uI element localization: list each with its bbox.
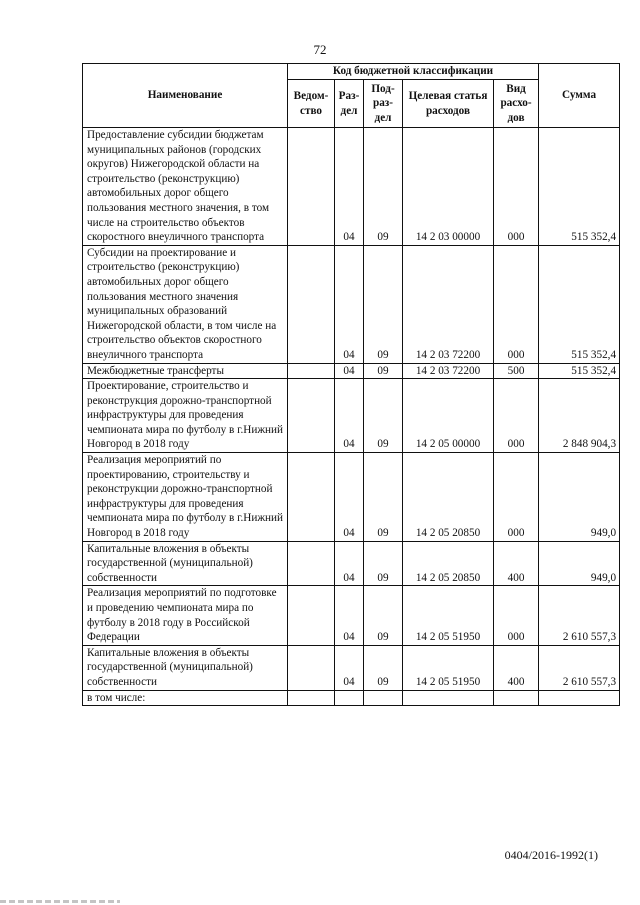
row-vid: 000 (494, 245, 539, 363)
row-vedomstvo (288, 541, 335, 586)
row-name: Проектирование, строительство и реконструкция дорожно-транспортной инфраструктуры для проведения чемпионата мира по футболу в г.Нижний Новгород в 2018 году (83, 379, 288, 453)
row-vedomstvo (288, 379, 335, 453)
table-row (83, 541, 620, 586)
row-razdel: 04 (335, 363, 364, 379)
header-razdel: Раз-дел (335, 80, 364, 128)
table-row (83, 363, 620, 379)
row-summa: 2 610 557,3 (539, 645, 620, 690)
row-podrazdel: 09 (364, 541, 403, 586)
row-vid (494, 690, 539, 706)
row-vedomstvo (288, 128, 335, 246)
document-code: 0404/2016-1992(1) (504, 848, 598, 862)
row-razdel: 04 (335, 128, 364, 246)
row-summa: 949,0 (539, 541, 620, 586)
header-vedomstvo: Ведом-ство (288, 80, 335, 128)
row-vid: 000 (494, 586, 539, 645)
row-name: Межбюджетные трансферты (83, 363, 288, 379)
row-celevaya: 14 2 05 51950 (403, 645, 494, 690)
header-celevaya: Целевая статья расходов (403, 80, 494, 128)
scan-artifact-mark (0, 900, 120, 903)
row-podrazdel: 09 (364, 245, 403, 363)
row-vid: 400 (494, 541, 539, 586)
header-vid: Вид расхо-дов (494, 80, 539, 128)
table-row (83, 690, 620, 706)
row-podrazdel: 09 (364, 379, 403, 453)
row-podrazdel: 09 (364, 645, 403, 690)
row-celevaya: 14 2 03 72200 (403, 245, 494, 363)
table-row (83, 245, 620, 363)
row-celevaya: 14 2 05 20850 (403, 541, 494, 586)
row-name: Реализация мероприятий по подготовке и проведению чемпионата мира по футболу в 2018 году в Российской Федерации (83, 586, 288, 645)
page-number: 72 (313, 42, 327, 57)
row-vedomstvo (288, 363, 335, 379)
row-vid: 000 (494, 128, 539, 246)
row-name: Капитальные вложения в объекты государственной (муниципальной) собственности (83, 541, 288, 586)
row-summa: 949,0 (539, 453, 620, 542)
row-razdel: 04 (335, 453, 364, 542)
row-podrazdel: 09 (364, 363, 403, 379)
row-name: Субсидии на проектирование и строительство (реконструкцию) автомобильных дорог общего пользования местного значения муниципальных образований Нижегородской области, в том числе на строительство объектов скоростного внеуличного транспорта (83, 245, 288, 363)
table-row (83, 645, 620, 690)
header-code-group: Код бюджетной классификации (288, 64, 539, 80)
header-podrazdel: Под-раз-дел (364, 80, 403, 128)
row-celevaya: 14 2 03 00000 (403, 128, 494, 246)
table-row (83, 453, 620, 542)
row-razdel (335, 690, 364, 706)
row-summa: 515 352,4 (539, 363, 620, 379)
row-celevaya: 14 2 05 51950 (403, 586, 494, 645)
table-row (83, 128, 620, 246)
row-name: Предоставление субсидии бюджетам муниципальных районов (городских округов) Нижегородской области на строительство (реконструкцию) автомобильных дорог общего пользования местного значения, в том числе на строительство объектов скоростного внеуличного транспорта (83, 128, 288, 246)
row-razdel: 04 (335, 245, 364, 363)
row-vid: 500 (494, 363, 539, 379)
row-name: Капитальные вложения в объекты государственной (муниципальной) собственности (83, 645, 288, 690)
row-summa: 515 352,4 (539, 128, 620, 246)
row-name: в том числе: (83, 690, 288, 706)
table-row (83, 586, 620, 645)
row-vedomstvo (288, 453, 335, 542)
row-vid: 400 (494, 645, 539, 690)
row-vedomstvo (288, 645, 335, 690)
row-razdel: 04 (335, 586, 364, 645)
row-celevaya (403, 690, 494, 706)
budget-table (82, 63, 620, 706)
row-summa: 2 610 557,3 (539, 586, 620, 645)
row-razdel: 04 (335, 379, 364, 453)
row-vid: 000 (494, 379, 539, 453)
row-summa: 2 848 904,3 (539, 379, 620, 453)
row-vid: 000 (494, 453, 539, 542)
header-sum: Сумма (539, 64, 620, 128)
row-podrazdel (364, 690, 403, 706)
row-summa: 515 352,4 (539, 245, 620, 363)
row-razdel: 04 (335, 645, 364, 690)
row-podrazdel: 09 (364, 586, 403, 645)
row-summa (539, 690, 620, 706)
row-celevaya: 14 2 05 00000 (403, 379, 494, 453)
row-podrazdel: 09 (364, 128, 403, 246)
row-vedomstvo (288, 245, 335, 363)
row-celevaya: 14 2 03 72200 (403, 363, 494, 379)
row-razdel: 04 (335, 541, 364, 586)
row-vedomstvo (288, 690, 335, 706)
row-name: Реализация мероприятий по проектированию, строительству и реконструкции дорожно-транспортной инфраструктуры для проведения чемпионата мира по футболу в г.Нижний Новгород в 2018 году (83, 453, 288, 542)
row-vedomstvo (288, 586, 335, 645)
table-row (83, 379, 620, 453)
row-podrazdel: 09 (364, 453, 403, 542)
header-name: Наименование (83, 64, 288, 128)
row-celevaya: 14 2 05 20850 (403, 453, 494, 542)
